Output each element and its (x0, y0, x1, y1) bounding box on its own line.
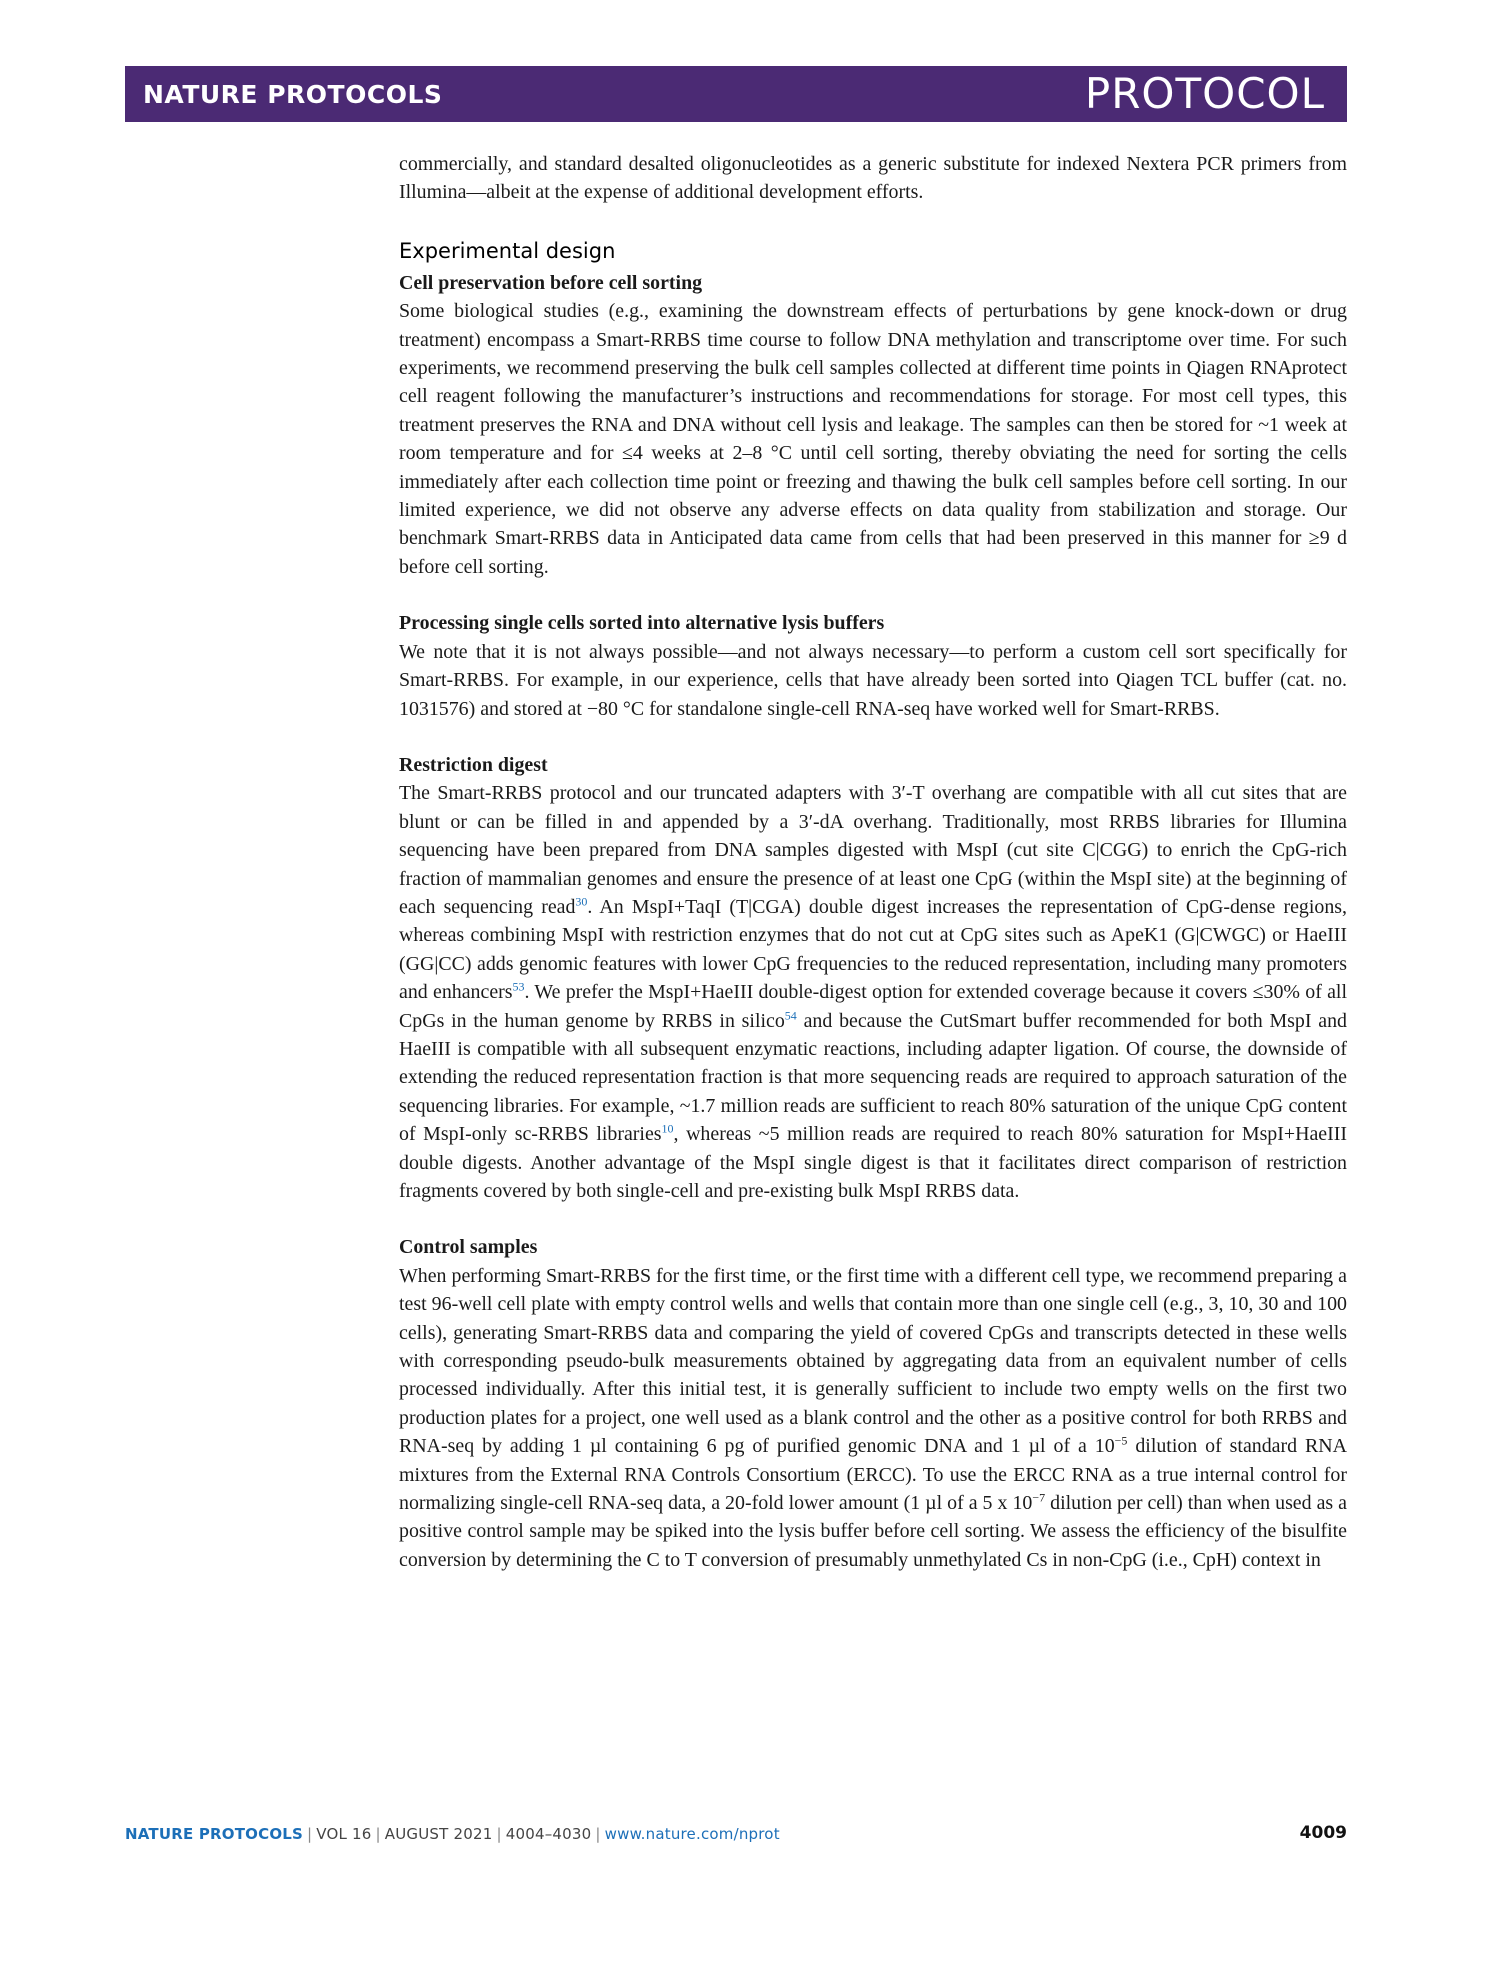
journal-header-bar (125, 66, 1347, 122)
subsection-paragraph: We note that it is not always possible—and not always necessary—to perform a custom cell sort specifically for Smart-RRBS. For example, in our experience, cells that have already been sorted into Qiagen TCL buffer (cat. no. 1031576) and stored at −80 °C for standalone single-cell RNA-seq have worked well for Smart-RRBS. (399, 640, 1347, 720)
subsection-heading: Control samples (399, 1236, 538, 1259)
footer-journal-name: NATURE PROTOCOLS (125, 1825, 304, 1843)
footer-url-link[interactable]: www.nature.com/nprot (604, 1825, 780, 1843)
text-run: . We prefer the MspI+HaeIII double-digest option for extended coverage because it covers ≤30% of all CpGs in the human genome by RRBS in silico (399, 981, 1347, 1032)
footer-separator: | (307, 1825, 313, 1843)
citation-ref-link[interactable]: 54 (784, 1007, 797, 1022)
exponent: −7 (1032, 1490, 1046, 1505)
footer-separator: | (375, 1825, 381, 1843)
subsection-heading: Cell preservation before cell sorting (399, 271, 703, 294)
article-body (399, 150, 1347, 1574)
journal-name: NATURE PROTOCOLS (143, 80, 443, 109)
exponent: −5 (1114, 1433, 1128, 1448)
subsection-heading: Processing single cells sorted into alternative lysis buffers (399, 612, 885, 635)
citation-ref-link[interactable]: 30 (575, 894, 588, 909)
text-run: . An MspI+TaqI (T|CGA) double digest increases the representation of CpG-dense regions, whereas combining MspI with restriction enzymes that do not cut at CpG sites such as ApeK1 (G|CWGC) or HaeIII (GG|CC) adds genomic features with lower CpG frequencies to the reduced representation, including many promoters and enhancers (399, 895, 1347, 1004)
footer-date: AUGUST 2021 (384, 1825, 493, 1843)
citation-ref-link[interactable]: 10 (661, 1121, 674, 1136)
article-type-label: PROTOCOL (1084, 69, 1325, 118)
footer-separator: | (595, 1825, 601, 1843)
footer-separator: | (496, 1825, 502, 1843)
text-run: dilution of standard RNA mixtures from the External RNA Controls Consortium (ERCC). To use the ERCC RNA as a true internal control for normalizing single-cell RNA-seq data, a 20-fold lower amount (1 µl of a 5 x 10 (399, 1435, 1347, 1515)
footer-volume: VOL 16 (316, 1825, 372, 1843)
text-run: The Smart-RRBS protocol and our truncated adapters with 3′-T overhang are compatible with all cut sites that are blunt or can be filled in and appended by a 3′-dA overhang. Traditionally, most RRBS libraries for Illumina sequencing have been prepared from DNA samples digested with MspI (cut site C|CGG) to enrich the CpG-rich fraction of mammalian genomes and ensure the presence of at least one CpG (within the MspI site) at the beginning of each sequencing read (399, 782, 1347, 918)
page-number: 4009 (1299, 1823, 1347, 1843)
text-run: dilution per cell) than when used as a positive control sample may be spiked into the lysis buffer before cell sorting. We assess the efficiency of the bisulfite conversion by determining the C to T conversion of presumably unmethylated Cs in non-CpG (i.e., CpH) context in (399, 1492, 1347, 1571)
page-footer (125, 1825, 780, 1843)
section-heading: Experimental design (399, 238, 616, 263)
text-run: , whereas ~5 million reads are required to reach 80% saturation for MspI+HaeIII double digests. Another advantage of the MspI single digest is that it facilitates direct comparison of restriction fragments covered by both single-cell and pre-existing bulk MspI RRBS data. (399, 1123, 1347, 1202)
text-run: When performing Smart-RRBS for the first time, or the first time with a different cell type, we recommend preparing a test 96-well cell plate with empty control wells and wells that contain more than one single cell (e.g., 3, 10, 30 and 100 cells), generating Smart-RRBS data and comparing the yield of covered CpGs and transcripts detected in these wells with corresponding pseudo-bulk measurements obtained by aggregating data from an equivalent number of cells processed individually. After this initial test, it is generally sufficient to include two empty wells on the first two production plates for a project, one well used as a blank control and the other as a positive control for both RRBS and RNA-seq by adding 1 µl containing 6 pg of purified genomic DNA and 1 µl of a 10 (399, 1264, 1347, 1458)
text-run: and because the CutSmart buffer recommended for both MspI and HaeIII is compatible with all subsequent enzymatic reactions, including adapter ligation. Of course, the downside of extending the reduced representation fraction is that more sequencing reads are required to approach saturation of the sequencing libraries. For example, ~1.7 million reads are sufficient to reach 80% saturation of the unique CpG content of MspI-only sc-RRBS libraries (399, 1009, 1347, 1146)
footer-pages: 4004–4030 (505, 1825, 592, 1843)
subsection-heading: Restriction digest (399, 753, 548, 776)
subsection-paragraph (399, 779, 1347, 1205)
intro-paragraph: commercially, and standard desalted oligonucleotides as a generic substitute for indexed Nextera PCR primers from Illumina—albeit at the expense of additional development efforts. (399, 153, 1347, 204)
subsection-paragraph (399, 1262, 1347, 1574)
citation-ref-link[interactable]: 53 (512, 979, 525, 994)
subsection-paragraph: Some biological studies (e.g., examining the downstream effects of perturbations by gene knock-down or drug treatment) encompass a Smart-RRBS time course to follow DNA methylation and transcriptome over time. For such experiments, we recommend preserving the bulk cell samples collected at different time points in Qiagen RNAprotect cell reagent following the manufacturer’s instructions and recommendations for storage. For most cell types, this treatment preserves the RNA and DNA without cell lysis and leakage. The samples can then be stored for ~1 week at room temperature and for ≤4 weeks at 2–8 °C until cell sorting, thereby obviating the need for sorting the cells immediately after each collection time point or freezing and thawing the bulk cell samples before cell sorting. In our limited experience, we did not observe any adverse effects on data quality from stabilization and storage. Our benchmark Smart-RRBS data in Anticipated data came from cells that had been preserved in this manner for ≥9 d before cell sorting. (399, 300, 1347, 578)
